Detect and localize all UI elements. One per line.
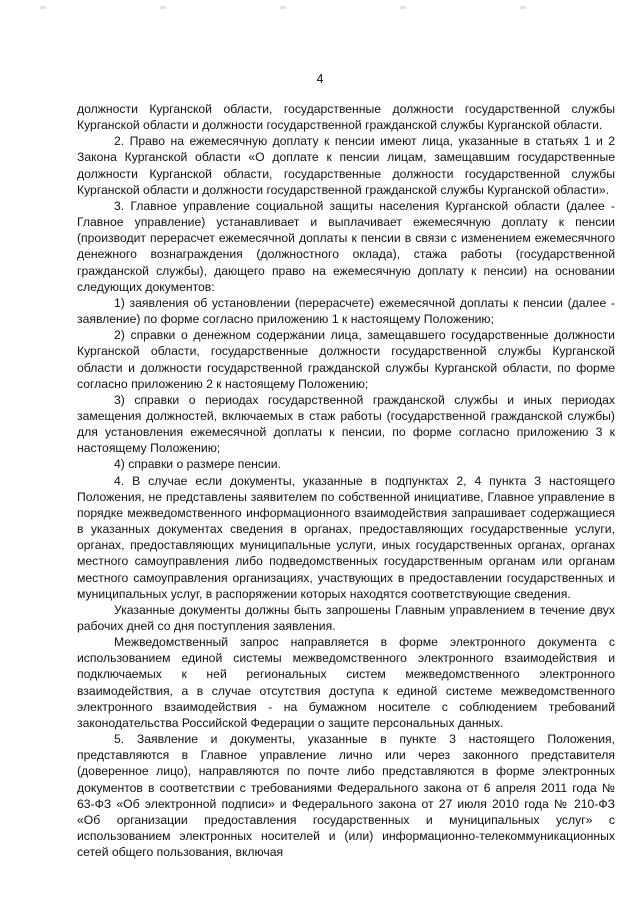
paragraph-4: 4. В случае если документы, указанные в подпунктах 2, 4 пункта 3 настоящего Положения, не представлены заявителем по собственной инициативе, Главное управление в порядке межведомственного информационного взаимодействия запрашивает содержащиеся в указанных документах сведения в органах, предоставляющих государственные услуги, органах, предоставляющих муниципальные услуги, иных государственных органах, органах местного самоуправления либо подведомственных государственным органам или органам местного самоуправления организациях, участвующих в предоставлении государственных и муниципальных услуг, в распоряжении которых находятся соответствующие сведения. xyxy=(77,473,615,601)
paragraph-3-item-1: 1) заявления об установлении (перерасчете) ежемесячной доплаты к пенсии (далее - заявление) по форме согласно приложению 1 к настоящему Положению; xyxy=(77,295,615,327)
page-number: 4 xyxy=(316,72,324,86)
scan-edge-artifact xyxy=(0,6,640,9)
paragraph-3: 3. Главное управление социальной защиты населения Курганской области (далее - Главное управление) устанавливает и выплачивает ежемесячную доплату к пенсии (производит перерасчет ежемесячной доплаты к пенсии в связи с изменением ежемесячного денежного вознаграждения (должностного оклада), стажа работы (государственной гражданской службы), дающего право на ежемесячную доплату к пенсии) на основании следующих документов: xyxy=(77,198,615,294)
paragraph-4-request: Межведомственный запрос направляется в форме электронного документа с использованием единой системы межведомственного электронного взаимодействия и подключаемых к ней региональных систем межведомственного электронного взаимодействия, а в случае отсутствия доступа к единой системе межведомственного электронного взаимодействия - на бумажном носителе с соблюдением требований законодательства Российской Федерации о защите персональных данных. xyxy=(77,635,615,730)
paragraph-5: 5. Заявление и документы, указанные в пункте 3 настоящего Положения, представляются в Главное управление лично или через законного представителя (доверенное лицо), направляются по почте либо представляются в форме электронных документов в соответствии с требованиями Федерального закона от 6 апреля 2011 года № 63-ФЗ «Об электронной подписи» и Федерального закона от 27 июля 2010 года № 210-ФЗ «Об организации предоставления государственных и муниципальных услуг» с использованием электронных носителей и (или) информационно-телекоммуникационных сетей общего пользования, включая xyxy=(77,732,615,860)
paragraph-3-item-3: 3) справки о периодах государственной гражданской службы и иных периодах замещения должностей, включаемых в стаж работы (государственной гражданской службы) для установления ежемесячной доплаты к пенсии, по форме согласно приложению 3 к настоящему Положению; xyxy=(77,392,615,456)
paragraph-continuation: должности Курганской области, государственные должности государственной службы Курганской области и должности государственной гражданской службы Курганской области. xyxy=(77,102,615,133)
paragraph-4-deadline: Указанные документы должны быть запрошены Главным управлением в течение двух рабочих дней со дня поступления заявления. xyxy=(77,602,615,633)
paragraph-3-item-2: 2) справки о денежном содержании лица, замещавшего государственные должности Курганской области, государственные должности государственной службы Курганской области и должности государственной гражданской службы Курганской области, по форме согласно приложению 2 к настоящему Положению; xyxy=(77,328,615,391)
document-body xyxy=(77,101,615,860)
paragraph-3-item-4: 4) справки о размере пенсии. xyxy=(114,457,281,472)
paragraph-2: 2. Право на ежемесячную доплату к пенсии имеют лица, указанные в статьях 1 и 2 Закона Курганской области «О доплате к пенсии лицам, замещавшим государственные должности Курганской области, государственные должности государственной службы Курганской области и должности государственной гражданской службы Курганской области». xyxy=(77,134,615,197)
